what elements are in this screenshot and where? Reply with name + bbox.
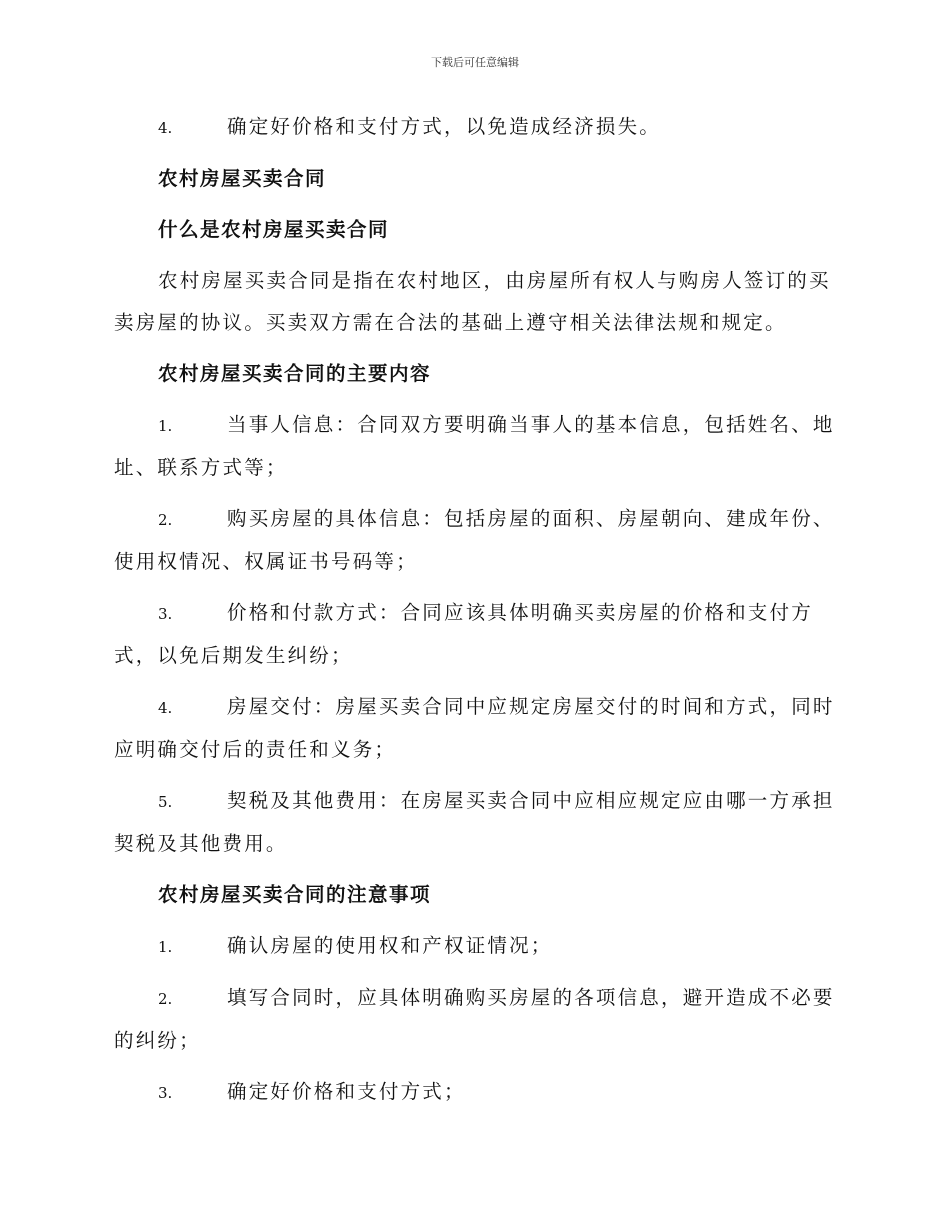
text-line-first	[114, 592, 836, 635]
text-content: 填写合同时，应具体明确购买房屋的各项信息，避开造成不必要	[227, 986, 835, 1009]
text-line-continuation	[114, 1020, 836, 1062]
text-content: 卖房屋的协议。买卖双方需在合法的基础上遵守相关法律法规和规定。	[114, 311, 787, 334]
page-header: 下载后可任意编辑	[431, 56, 519, 69]
text-line-continuation	[114, 447, 836, 489]
list-item	[114, 404, 836, 489]
text-content: 契税及其他费用：在房屋买卖合同中应相应规定应由哪一方承担	[227, 789, 835, 812]
text-content: 购买房屋的具体信息：包括房屋的面积、房屋朝向、建成年份、	[227, 507, 835, 530]
list-item	[114, 1071, 836, 1114]
text-content: 式，以免后期发生纠纷；	[114, 644, 353, 667]
text-line-first	[114, 686, 836, 729]
text-line-first	[114, 925, 836, 968]
text-line-first	[114, 977, 836, 1020]
text-line-first	[114, 260, 836, 302]
text-line-continuation	[114, 302, 836, 344]
section-heading: 农村房屋买卖合同	[158, 167, 327, 190]
list-number: 1.	[158, 417, 173, 435]
text-content: 应明确交付后的责任和义务；	[114, 738, 397, 761]
list-item	[114, 592, 836, 677]
list-number: 5.	[158, 793, 173, 811]
document-body	[114, 106, 836, 1123]
text-content: 的纠纷；	[114, 1029, 201, 1052]
list-item	[114, 686, 836, 771]
list-number: 1.	[158, 938, 173, 956]
text-line-first	[114, 404, 836, 447]
text-content: 确定好价格和支付方式，以免造成经济损失。	[227, 115, 662, 138]
section-heading: 什么是农村房屋买卖合同	[158, 218, 390, 241]
text-content: 址、联系方式等；	[114, 456, 288, 479]
list-number: 2.	[158, 990, 173, 1008]
paragraph	[114, 260, 836, 344]
text-line-continuation	[114, 729, 836, 771]
list-item	[114, 925, 836, 968]
text-content: 价格和付款方式：合同应该具体明确买卖房屋的价格和支付方	[227, 601, 813, 624]
list-number: 3.	[158, 605, 173, 623]
text-content: 当事人信息：合同双方要明确当事人的基本信息，包括姓名、地	[227, 413, 835, 436]
text-line-first	[114, 498, 836, 541]
section-heading: 农村房屋买卖合同的注意事项	[158, 883, 432, 906]
list-item	[114, 106, 836, 149]
text-content: 契税及其他费用。	[114, 832, 288, 855]
list-item	[114, 780, 836, 865]
text-line-continuation	[114, 635, 836, 677]
list-number: 4.	[158, 699, 173, 717]
text-content: 确认房屋的使用权和产权证情况；	[227, 934, 553, 957]
text-content: 房屋交付：房屋买卖合同中应规定房屋交付的时间和方式，同时	[227, 695, 835, 718]
list-number: 3.	[158, 1084, 173, 1102]
list-number: 4.	[158, 119, 173, 137]
text-line-first	[114, 106, 836, 149]
text-line-first	[114, 780, 836, 823]
text-content: 农村房屋买卖合同是指在农村地区，由房屋所有权人与购房人签订的买	[158, 269, 831, 292]
section-heading: 农村房屋买卖合同的主要内容	[158, 362, 432, 385]
text-content: 确定好价格和支付方式；	[227, 1080, 466, 1103]
list-item	[114, 498, 836, 583]
list-item	[114, 977, 836, 1062]
list-number: 2.	[158, 511, 173, 529]
text-content: 使用权情况、权属证书号码等；	[114, 550, 418, 573]
text-line-first	[114, 1071, 836, 1114]
text-line-continuation	[114, 823, 836, 865]
text-line-continuation	[114, 541, 836, 583]
